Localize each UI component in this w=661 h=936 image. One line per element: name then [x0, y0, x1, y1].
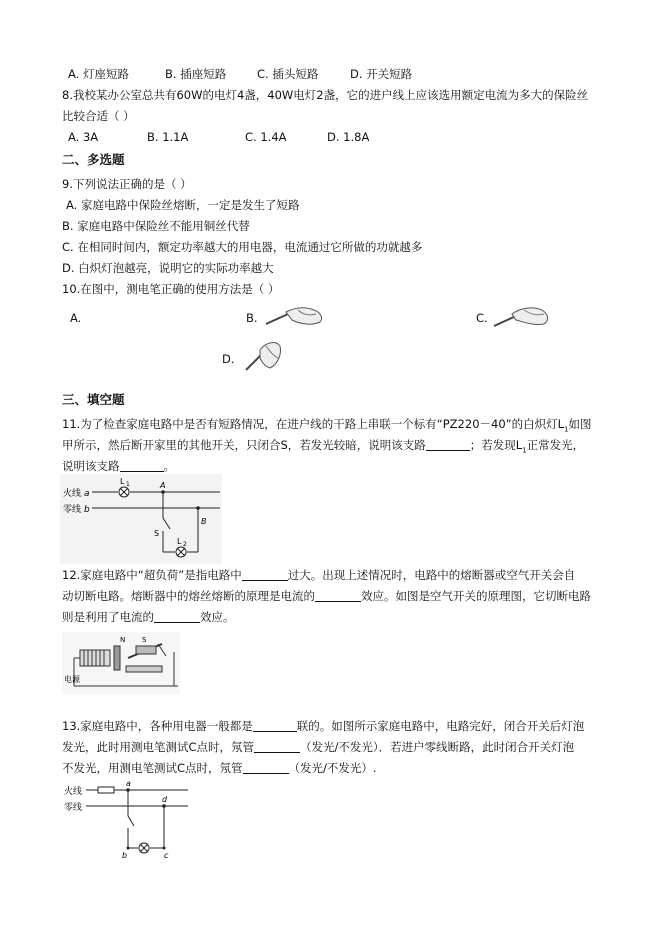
q8-stem-line2: 比较合适（ ）: [62, 109, 135, 123]
q7-option-a: A. 灯座短路: [68, 67, 129, 81]
section-title-multiple-choice: 二、多选题: [62, 152, 125, 167]
q7-option-b: B. 插座短路: [165, 67, 227, 81]
q12-text: 则是利用了电流的: [62, 610, 154, 624]
node-a-label: a: [126, 780, 131, 788]
q11-circuit-diagram: [60, 474, 222, 564]
iron-armature-icon: [114, 646, 120, 670]
q11-text: 11.为了检查家庭电路中是否有短路情况，在进户线的干路上串联一个标有“PZ220－40”的白炽灯L: [62, 417, 565, 431]
q11-text: 如图: [568, 417, 592, 431]
q13-text: （发光/不发光）.: [288, 761, 377, 775]
q8-option-d: D. 1.8A: [327, 130, 370, 144]
q11-text: 。: [163, 459, 175, 473]
lamp-l2-label: L: [177, 537, 182, 546]
q11-subscript: 1: [564, 425, 569, 434]
q12-text: 过大。出现上述情况时，电路中的熔断器或空气开关会自: [287, 568, 576, 582]
q13-blank-2[interactable]: [254, 740, 300, 753]
q12-text: 动切断电路。熔断器中的熔丝熔断的原理是电流的: [62, 589, 315, 603]
q12-blank-3[interactable]: [154, 610, 200, 623]
q12-text: 效应。: [200, 610, 235, 624]
q11-stem-line2: [62, 437, 584, 458]
q8-option-c: C. 1.4A: [245, 130, 287, 144]
q11-text: 说明该支路: [62, 459, 120, 473]
hand-tester-pen-d-image: [240, 334, 284, 378]
node-b-label: B: [201, 517, 207, 526]
q12-blank-1[interactable]: [242, 568, 288, 581]
q11-blank-2[interactable]: [120, 459, 164, 472]
q11-subscript: 1: [522, 446, 527, 455]
node-a-label: A: [160, 481, 166, 490]
q9-option-b: B. 家庭电路中保险丝不能用铜丝代替: [62, 219, 250, 233]
q10-stem: 10.在图中，测电笔正确的使用方法是（ ）: [62, 282, 280, 296]
q13-stem-line1: [62, 718, 584, 734]
live-wire-label: 火线: [64, 787, 83, 797]
q9-stem: 9.下列说法正确的是（ ）: [62, 177, 192, 191]
q12-blank-2[interactable]: [315, 589, 361, 602]
q12-stem-line2: [62, 588, 591, 604]
pole-n-label: N: [120, 636, 126, 644]
neutral-wire-symbol: b: [84, 505, 90, 515]
neutral-wire-label: 零线: [63, 505, 82, 515]
q13-household-circuit-diagram: [60, 780, 190, 860]
lamp-l1-label: L: [120, 477, 125, 486]
q13-stem-line3: [62, 760, 377, 776]
q7-option-d: D. 开关短路: [350, 67, 413, 81]
q9-option-c: C. 在相同时间内，额定功率越大的用电器，电流通过它所做的功就越多: [62, 240, 423, 254]
q13-text: （发光/不发光）．若进户零线断路，此时闭合开关灯泡: [300, 740, 575, 754]
q11-text: 正常发光，: [526, 438, 585, 452]
q10-option-d: D.: [222, 352, 235, 366]
q8-stem-line1: 8.我校某办公室总共有60W的电灯4盏，40W电灯2盏，它的进户线上应该选用额定电流为多大的保险丝: [62, 88, 589, 102]
q13-blank-3[interactable]: [243, 761, 289, 774]
q11-stem-line1: [62, 416, 591, 437]
q9-option-a: A. 家庭电路中保险丝熔断，一定是发生了短路: [66, 198, 300, 212]
node-c-label: c: [164, 851, 169, 860]
q12-text: 12.家庭电路中“超负荷”是指电路中: [62, 568, 242, 582]
switch-icon: [128, 816, 134, 826]
q13-stem-line2: [62, 739, 574, 755]
power-source-label: 电源: [64, 675, 80, 684]
pole-s-label: S: [142, 636, 147, 644]
q12-text: 效应。如图是空气开关的原理图，它切断电路: [361, 589, 591, 603]
node-b-label: b: [122, 851, 128, 860]
q7-option-c: C. 插头短路: [257, 67, 319, 81]
q10-option-b: B.: [246, 311, 258, 325]
q13-text: 13.家庭电路中，各种用电器一般都是: [62, 719, 253, 733]
hand-tester-pen-c-image: [490, 300, 554, 332]
q11-blank-1[interactable]: [426, 438, 470, 451]
q13-text: 联的。如图所示家庭电路中，电路完好，闭合开关后灯泡: [296, 719, 585, 733]
q8-option-b: B. 1.1A: [147, 130, 189, 144]
lamp-l1-subscript: 1: [126, 481, 130, 488]
fuse-icon: [98, 787, 114, 793]
live-wire-label: 火线: [63, 489, 82, 499]
q12-stem-line3: [62, 609, 235, 625]
q11-stem-line3: [62, 458, 175, 474]
live-wire-symbol: a: [84, 489, 90, 499]
q11-text: 甲所示，然后断开家里的其他开关，只闭合S，若发光较暗，说明该支路: [62, 438, 426, 452]
hand-tester-pen-b-image: [258, 300, 326, 332]
neutral-wire-label: 零线: [64, 803, 83, 813]
q12-air-switch-diagram: [62, 632, 180, 694]
q13-text: 不发光，用测电笔测试C点时，氖管: [62, 761, 243, 775]
q11-text: ；若发现L: [469, 438, 523, 452]
q10-option-c: C.: [476, 311, 488, 325]
switch-s-label: S: [154, 529, 160, 538]
node-d-label: d: [162, 795, 168, 804]
q12-stem-line1: [62, 567, 575, 583]
q8-option-a: A. 3A: [68, 130, 99, 144]
q9-option-d: D. 白炽灯泡越亮，说明它的实际功率越大: [62, 261, 274, 275]
q10-option-a: A.: [70, 311, 82, 325]
lamp-l2-subscript: 2: [183, 541, 187, 548]
section-title-fill-in: 三、填空题: [62, 392, 125, 407]
q13-text: 发光，此时用测电笔测试C点时，氖管: [62, 740, 255, 754]
q13-blank-1[interactable]: [253, 719, 297, 732]
